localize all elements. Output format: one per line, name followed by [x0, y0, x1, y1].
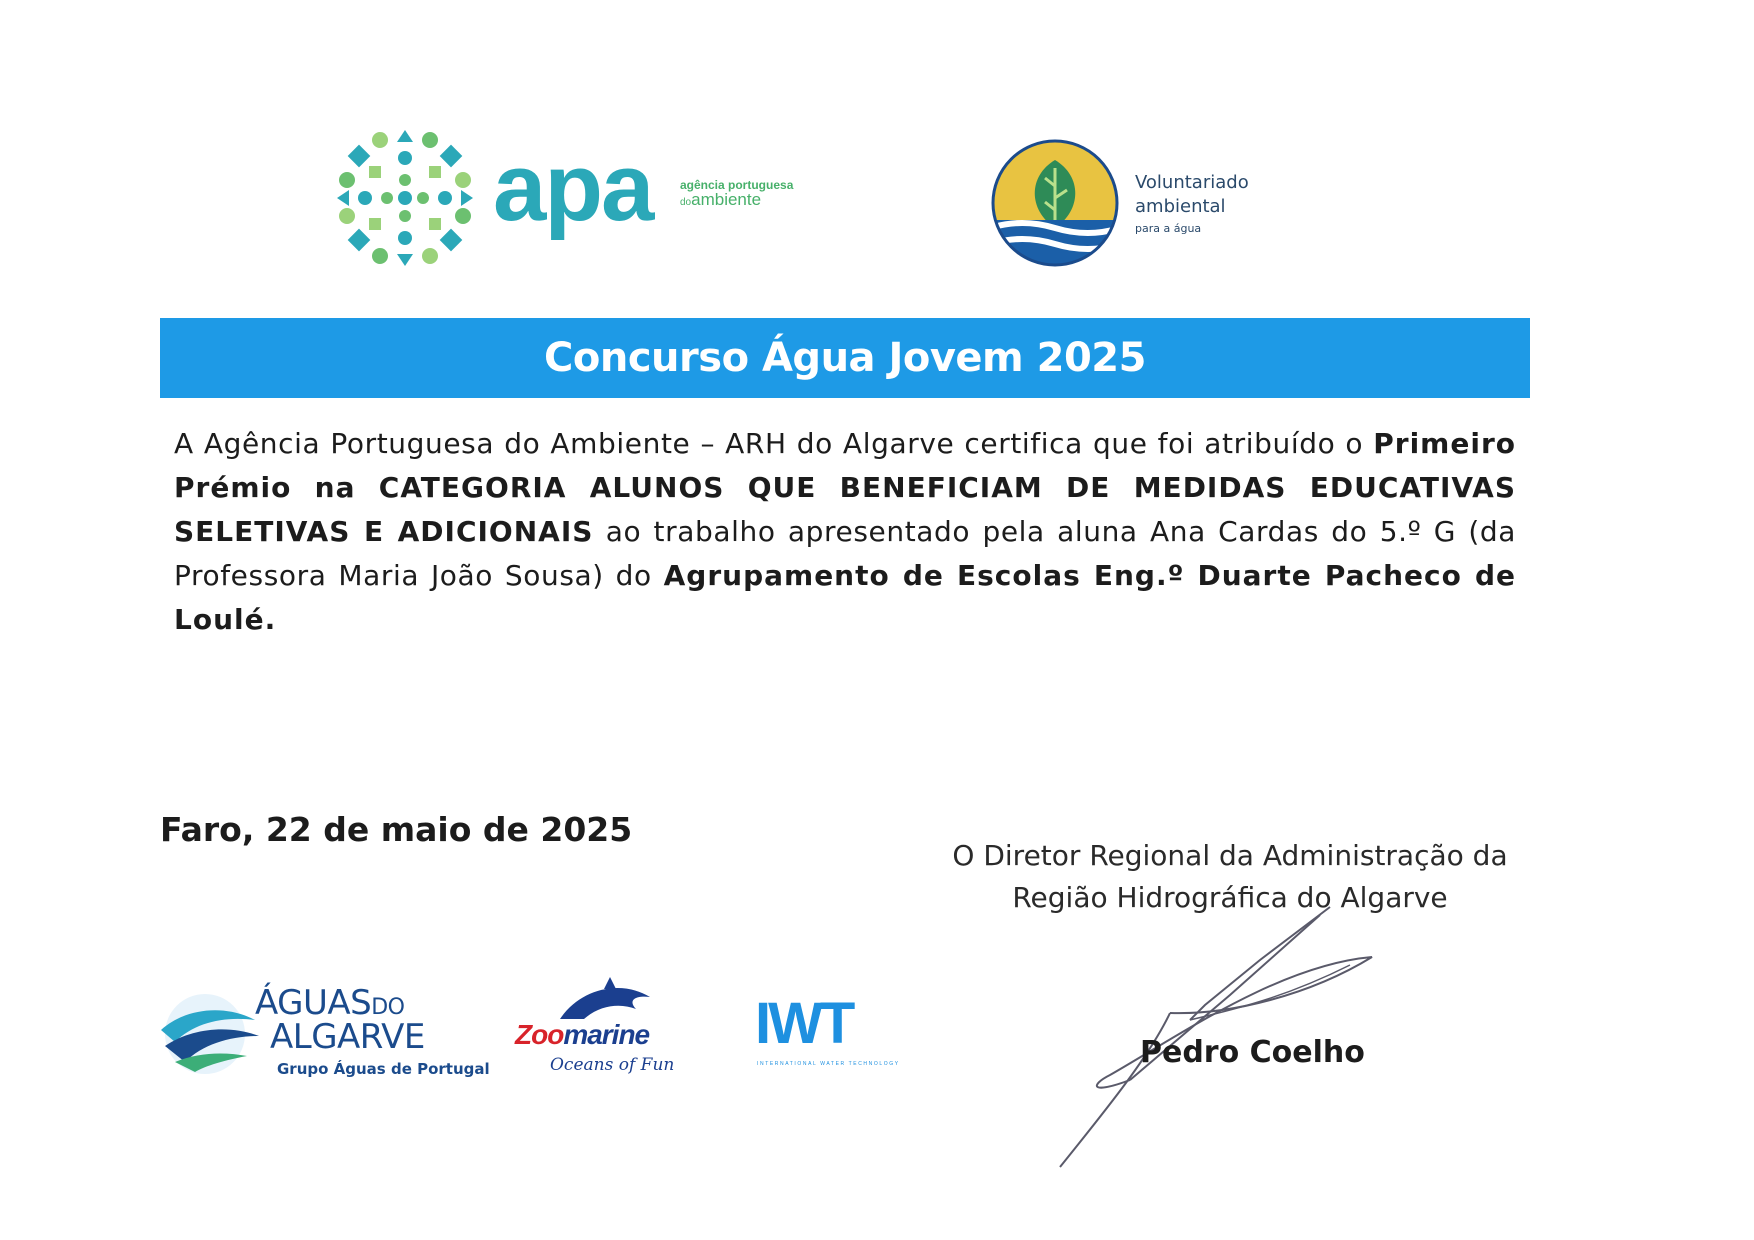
- aguas-line-2: ALGARVE: [270, 1017, 425, 1057]
- voluntariado-line-1: Voluntariado: [1135, 172, 1249, 193]
- body-school: Agrupamento de Escolas Eng.º Duarte Pacheco de Loulé.: [174, 559, 1516, 636]
- signer-role-line-2: Região Hidrográfica do Algarve: [1012, 881, 1448, 914]
- zoomarine-logo: [510, 975, 710, 1085]
- aguas-group: Grupo Águas de Portugal: [277, 1060, 490, 1078]
- apa-tagline-2: doambiente: [680, 190, 762, 209]
- voluntariado-line-2: ambiental: [1135, 196, 1226, 217]
- certificate-title: Concurso Água Jovem 2025: [544, 335, 1146, 381]
- signer-name: Pedro Coelho: [1140, 1035, 1365, 1070]
- title-banner: [160, 318, 1530, 398]
- voluntariado-logo: [990, 138, 1290, 268]
- apa-emblem-icon: [335, 128, 475, 268]
- dolphin-icon: [550, 975, 660, 1025]
- iwt-subtitle: INTERNATIONAL WATER TECHNOLOGY: [757, 1061, 900, 1067]
- apa-logo: [335, 128, 805, 268]
- body-middle: ao trabalho apresentado pela aluna Ana Cardas do 5.º G (da Professora Maria João Sousa) do: [174, 515, 1517, 592]
- voluntariado-line-3: para a água: [1135, 222, 1202, 235]
- aguas-line-1: ÁGUASDO: [255, 983, 405, 1023]
- body-connector: na: [291, 471, 379, 504]
- apa-wordmark: apa: [493, 134, 653, 241]
- zoomarine-tagline: Oceans of Fun: [550, 1055, 675, 1075]
- iwt-logo: [755, 991, 905, 1075]
- certificate-body: [174, 422, 1516, 642]
- voluntariado-leaf-icon: [990, 138, 1120, 268]
- body-intro: A Agência Portuguesa do Ambiente – ARH do Algarve certifica que foi atribuído o: [174, 427, 1374, 460]
- issue-date: Faro, 22 de maio de 2025: [160, 810, 633, 849]
- apa-tagline-1: agência portuguesa: [680, 178, 794, 192]
- iwt-wordmark: IWT: [755, 991, 853, 1056]
- body-prize: Primeiro Prémio: [174, 427, 1516, 504]
- signer-role-line-1: O Diretor Regional da Administração da: [952, 839, 1508, 872]
- aguas-wave-icon: [155, 990, 265, 1075]
- zoomarine-wordmark: Zoomarine: [515, 1019, 650, 1050]
- body-category: CATEGORIA ALUNOS QUE BENEFICIAM DE MEDIDAS EDUCATIVAS SELETIVAS E ADICIONAIS: [174, 471, 1516, 548]
- aguas-do-algarve-logo: [155, 980, 505, 1080]
